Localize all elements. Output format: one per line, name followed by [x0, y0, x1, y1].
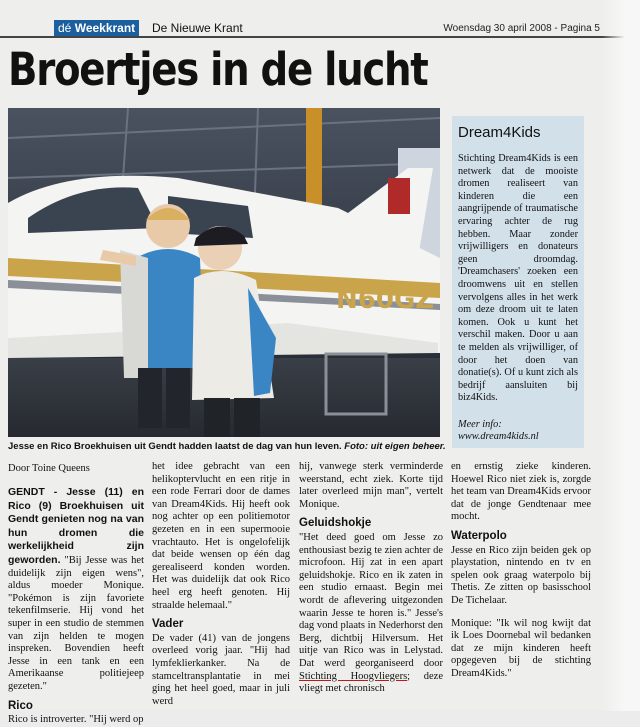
article-photo — [8, 108, 440, 437]
section-prefix: dé — [58, 21, 72, 35]
article-lead: GENDT - Jesse (11) en Rico (9) Broekhuisen uit Gendt genieten nog na van hun dromen die werkelijkheid zijn geworden. — [8, 486, 144, 566]
column-4-tail: Monique: "Ik wil nog kwijt dat ik Loes Doornebal wil bedanken dat ze mijn kinderen heeft opgegeven bij de stichting Dream4Kids." — [451, 617, 591, 679]
column-1-tail: Rico is introverter. "Hij werd op — [8, 714, 144, 726]
column-2-text: het idee gebracht van een helikoptervlucht en een ritje in een rode Ferrari door de dames van Dream4Kids. Hij heeft ook nog achter op een politiemotor gezeten en in een supermooie vrachtauto. Het is ongelofelijk dat beide wensen op één dag gerealiseerd konden worden. Het was duidelijk dat ook Rico heel erg heeft genoten. Hij straalde helemaal." — [152, 461, 290, 611]
column-3-text: hij, vanwege sterk verminderde weerstand, echt ziek. Korte tijd later overleed mijn man", vertelt Monique. — [299, 461, 443, 510]
dream4kids-sidebar — [452, 116, 584, 448]
sidebar-more-label: Meer info: — [458, 418, 502, 430]
photo-illustration — [8, 108, 440, 437]
column-2-tail: De vader (41) van de jongens overleed vorig jaar. "Hij had lymfeklierkanker. Na de stamceltransplantatie in mei ging het heel goed, maar in juli werd — [152, 632, 290, 707]
column-1-text: "Bij Jesse was het duidelijk zijn eigen wens", aldus moeder Monique. "Pokémon is zijn favoriete tekenfilmserie. Hij vond het super in een studio de stemmen van zijn helden te mogen inspreken. Bovendien heeft Jesse in een tank en een Amerikaanse politiejeep gezeten." — [8, 554, 144, 692]
article-column-2 — [152, 461, 290, 708]
page-edge-shadow — [602, 0, 640, 711]
column-3-tail-a: "Het deed goed om Jesse zo enthousiast bezig te zien achter de microfoon. Hij zat in een apart geluidshokje. Rico en ik zaten in een studio ernaast. Begin mei wordt de aflevering uitgezonden waarin Jesse te horen is." Jesse's dag vond plaats in Nederhorst den Berg, dichtbij Hilversum. Het uitje van Rico was in Lelystad. Dat werd georganiseerd door — [299, 531, 443, 669]
sidebar-more — [458, 419, 578, 444]
caption-credit: Foto: uit eigen beheer. — [344, 441, 446, 452]
sidebar-more-link[interactable]: www.dream4kids.nl — [458, 431, 539, 443]
sidebar-title: Dream4Kids — [458, 124, 541, 141]
column-3-tail-b: ; deze vliegt met chronisch — [299, 670, 443, 695]
hoogvliegers-link[interactable]: Stichting Hoogvliegers — [299, 670, 408, 682]
subhead-geluidshokje: Geluidshokje — [299, 517, 372, 530]
subhead-rico: Rico — [8, 699, 33, 712]
subhead-vader: Vader — [152, 618, 184, 631]
subhead-waterpolo: Waterpolo — [451, 529, 507, 542]
article-column-3 — [299, 461, 443, 696]
headline: Broertjes in de lucht — [8, 43, 428, 96]
tail-sticker — [388, 178, 410, 214]
section-tag — [54, 20, 139, 37]
sidebar-body: Stichting Dream4Kids is een netwerk dat de mooiste dromen realiseert van kinderen die een aangrijpende of traumatische ervaring achter de rug hebben. Maar zonder vrijwilligers en donateurs geen droomdag. 'Dreamchasers' zoeken een droomwens uit en stellen vervolgens alles in het werk om deze droom uit te laten komen. Ook u kunt het verschil maken. Door u aan te melden als vrijwilliger, of door het doen van donatie(s). Of u kunt zich als bedrijf aansluiten bij biz4Kids. — [458, 153, 578, 404]
next-headline-cutoff — [0, 700, 640, 711]
dateline: Woensdag 30 april 2008 - Pagina 5 — [443, 23, 600, 34]
article-column-4 — [451, 461, 591, 681]
column-4-mid: Jesse en Rico zijn beiden gek op playstation, nintendo en tv en spelen ook graag waterpolo bij Thetis. Ze zitten op basisschool De Tichelaar. — [451, 544, 591, 606]
article-column-1 — [8, 486, 144, 727]
photo-caption — [8, 441, 448, 452]
header-rule — [0, 36, 640, 38]
column-4-text: en ernstig zieke kinderen. Hoewel Rico niet ziek is, zorgde het team van Dream4Kids ervoor dat de jonge Gendtenaar mee mocht. — [451, 461, 591, 523]
caption-text: Jesse en Rico Broekhuisen uit Gendt hadden laatst de dag van hun leven. — [8, 441, 342, 452]
registration-text: N60GZ — [336, 285, 435, 315]
paper-name: De Nieuwe Krant — [152, 21, 243, 35]
section-name: Weekkrant — [74, 21, 136, 35]
byline: Door Toine Queens — [8, 463, 90, 474]
